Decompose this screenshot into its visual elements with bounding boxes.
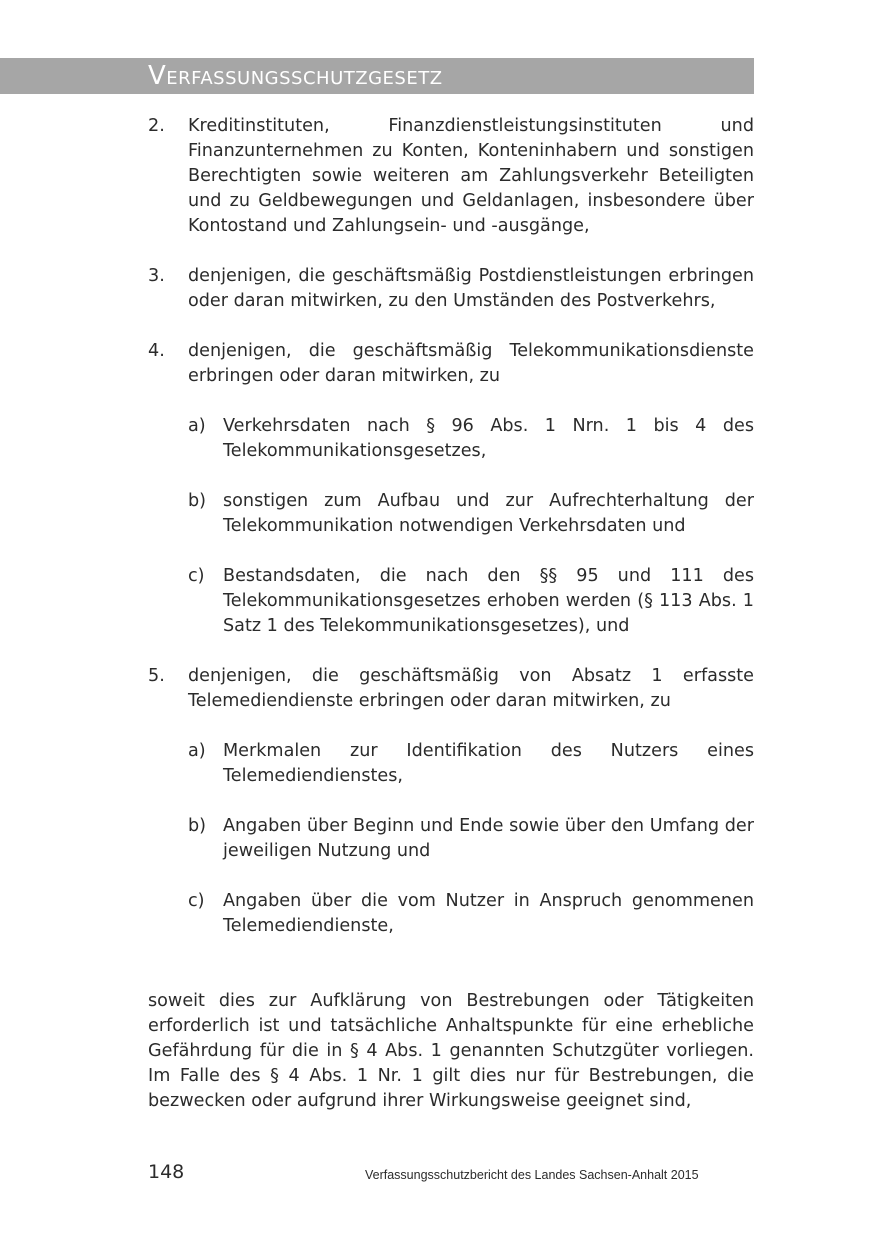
- sub-item-label: a): [188, 741, 206, 761]
- document-body: [148, 114, 754, 1114]
- sub-item-label: b): [188, 491, 207, 511]
- list-item: [148, 114, 754, 239]
- sub-item-label: a): [188, 416, 206, 436]
- sub-item-label: c): [188, 566, 205, 586]
- sub-item-text: Angaben über die vom Nutzer in Anspruch genommenen Telemediendienste,: [223, 891, 754, 936]
- sub-item-label: c): [188, 891, 205, 911]
- item-number: 5.: [148, 666, 165, 686]
- sub-item-text: Angaben über Beginn und Ende sowie über den Umfang der jeweiligen Nutzung und: [223, 816, 754, 861]
- list-item: [148, 664, 754, 939]
- sub-item-label: b): [188, 816, 207, 836]
- sub-item-text: Merkmalen zur Identifikation des Nutzers eines Telemediendienstes,: [223, 741, 754, 786]
- item-number: 3.: [148, 266, 165, 286]
- item-number: 2.: [148, 116, 165, 136]
- sub-item: [188, 414, 754, 464]
- item-text: denjenigen, die geschäftsmäßig Telekommunikationsdienste erbringen oder daran mitwirken, zu: [188, 341, 754, 386]
- footer-text: Verfassungsschutzbericht des Landes Sachsen-Anhalt 2015: [365, 1168, 699, 1182]
- sub-item-text: sonstigen zum Aufbau und zur Aufrechterhaltung der Telekommunikation notwendigen Verkehrsdaten und: [223, 491, 754, 536]
- header-bar: [0, 58, 754, 94]
- sub-item: [188, 814, 754, 864]
- item-text: denjenigen, die geschäftsmäßig von Absatz 1 erfasste Telemediendienste erbringen oder daran mitwirken, zu: [188, 666, 754, 711]
- sub-item: [188, 564, 754, 639]
- list-item: [148, 339, 754, 639]
- sub-item: [188, 889, 754, 939]
- closing-paragraph: soweit dies zur Aufklärung von Bestrebungen oder Tätigkeiten erforderlich ist und tatsächliche Anhaltspunkte für eine erhebliche Gefährdung für die in § 4 Abs. 1 genannten Schutzgüter vorliegen. Im Falle des § 4 Abs. 1 Nr. 1 gilt dies nur für Bestrebungen, die bezwecken oder aufgrund ihrer Wirkungsweise geeignet sind,: [148, 991, 754, 1111]
- sub-item: [188, 739, 754, 789]
- page-number: 148: [148, 1161, 185, 1183]
- item-text: Kreditinstituten, Finanzdienstleistungsinstituten und Finanzunternehmen zu Konten, Konteninhabern und sonstigen Berechtigten sowie weiteren am Zahlungsverkehr Beteiligten und zu Geldbewegungen und Geldanlagen, insbesondere über Kontostand und Zahlungsein- und -ausgänge,: [188, 116, 754, 236]
- sub-item-text: Bestandsdaten, die nach den §§ 95 und 111 des Telekommunikationsgesetzes erhoben werden (§ 113 Abs. 1 Satz 1 des Telekommunikationsgesetzes), und: [223, 566, 754, 636]
- item-number: 4.: [148, 341, 165, 361]
- sub-item: [188, 489, 754, 539]
- page-header-title: Verfassungsschutzgesetz: [148, 61, 443, 91]
- sub-item-text: Verkehrsdaten nach § 96 Abs. 1 Nrn. 1 bis 4 des Telekommunikationsgesetzes,: [223, 416, 754, 461]
- list-item: [148, 264, 754, 314]
- item-text: denjenigen, die geschäftsmäßig Postdienstleistungen erbringen oder daran mitwirken, zu den Umständen des Postverkehrs,: [188, 266, 754, 311]
